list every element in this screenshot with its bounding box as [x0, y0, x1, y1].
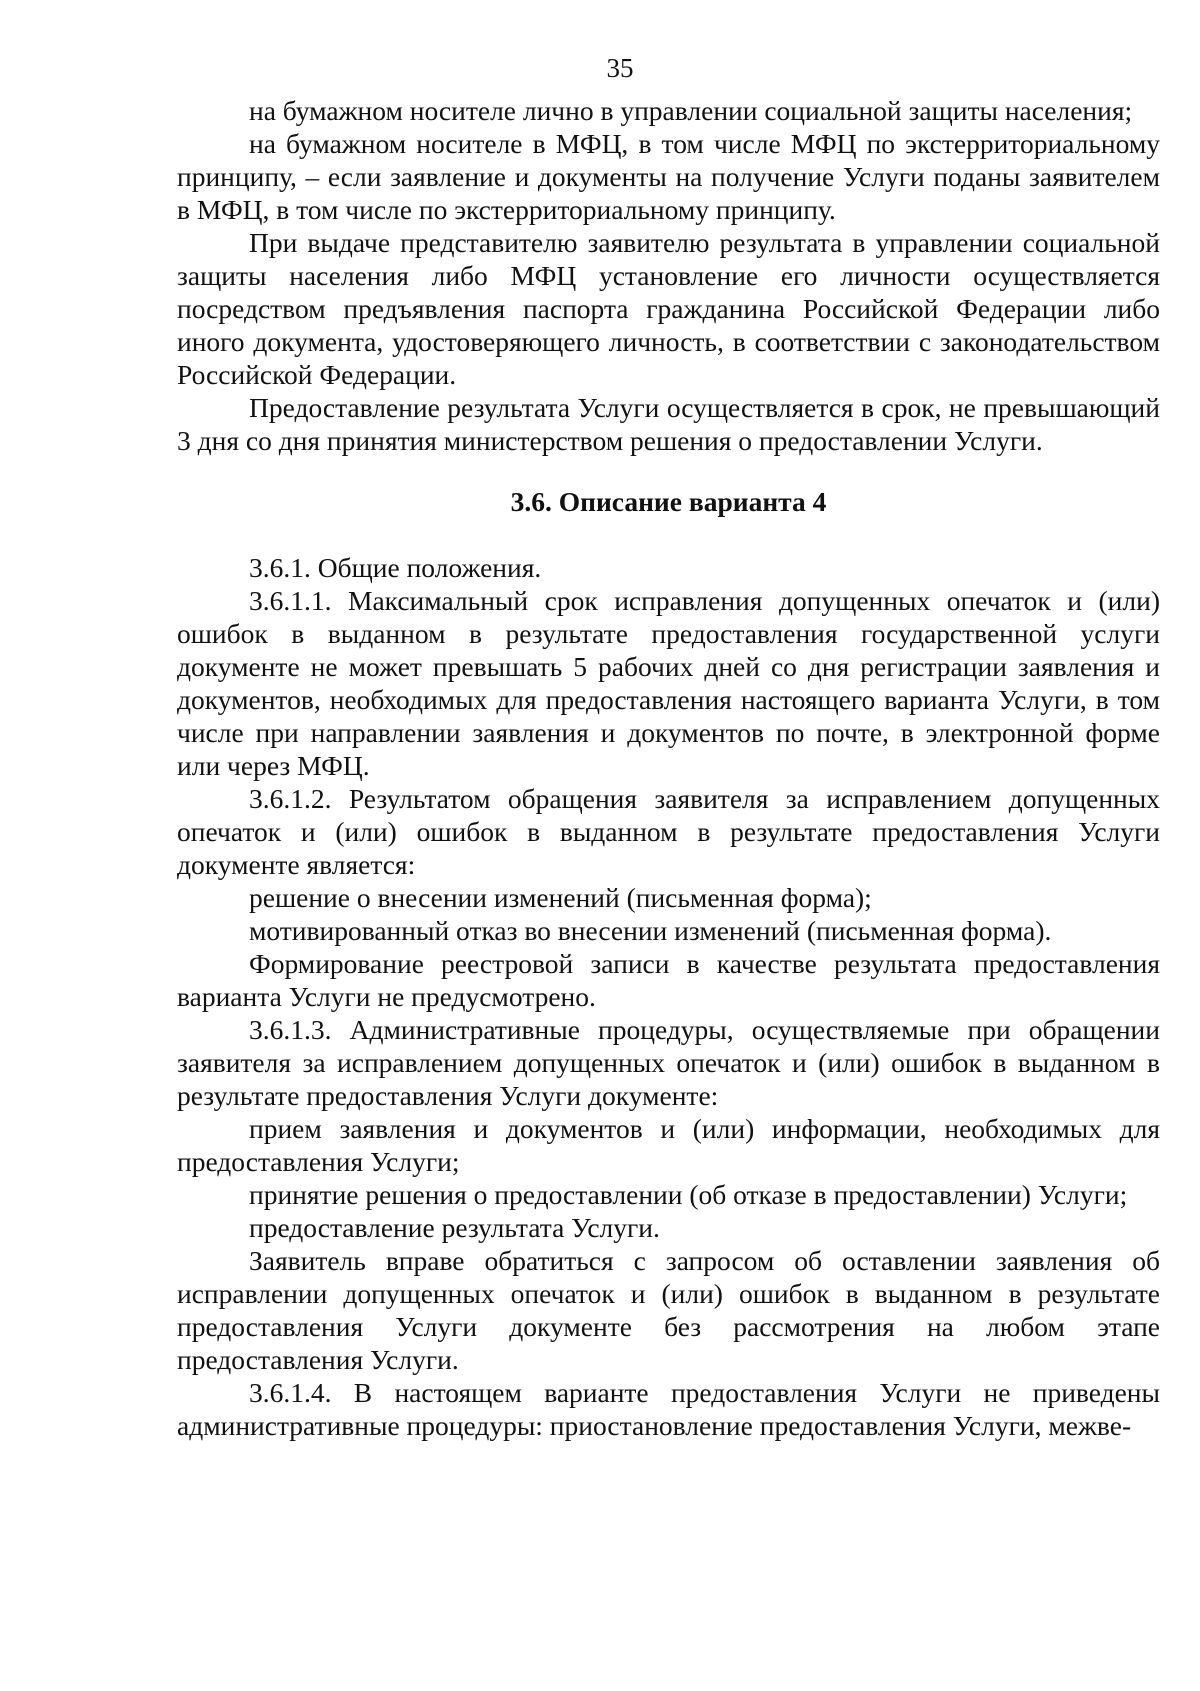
paragraph: 3.6.1.1. Максимальный срок исправления допущенных опечаток и (или) ошибок в выданном в результате предоставления государственной услуги документе не может превышать 5 рабочих дней со дня регистрации заявления и документов, необходимых для предоставления настоящего варианта Услуги, в том числе при направлении заявления и документов по почте, в электронной форме или через МФЦ. — [177, 585, 1160, 781]
list-item: прием заявления и документов и (или) информации, необходимых для предоставления Услуги; — [177, 1113, 1160, 1177]
paragraph: Предоставление результата Услуги осуществляется в срок, не превышающий 3 дня со дня принятия министерством решения о предоставлении Услуги. — [177, 392, 1160, 456]
paragraph: При выдаче представителю заявителю результата в управлении социальной защиты населения либо МФЦ установление его личности осуществляется посредством предъявления паспорта гражданина Российской Федерации либо иного документа, удостоверяющего личность, в соответствии с законодательством Российской Федерации. — [177, 227, 1160, 390]
list-item: принятие решения о предоставлении (об отказе в предоставлении) Услуги; — [249, 1179, 1128, 1210]
paragraph: Заявитель вправе обратиться с запросом об оставлении заявления об исправлении допущенных опечаток и (или) ошибок в выданном в результате предоставления Услуги документе без рассмотрения на любом этапе предоставления Услуги. — [177, 1245, 1160, 1375]
list-item: предоставление результата Услуги. — [249, 1212, 660, 1243]
page-number: 35 — [606, 53, 634, 83]
paragraph: 3.6.1. Общие положения. — [249, 552, 542, 583]
document-body — [177, 94, 1160, 1442]
paragraph: Формирование реестровой записи в качестве результата предоставления варианта Услуги не предусмотрено. — [177, 948, 1160, 1012]
paragraph: на бумажном носителе лично в управлении социальной защиты населения; — [249, 95, 1133, 126]
list-item: решение о внесении изменений (письменная форма); — [249, 882, 872, 913]
paragraph: 3.6.1.3. Административные процедуры, осуществляемые при обращении заявителя за исправлением допущенных опечаток и (или) ошибок в выданном в результате предоставления Услуги документе: — [177, 1014, 1160, 1111]
list-item: мотивированный отказ во внесении изменений (письменная форма). — [249, 915, 1052, 946]
paragraph: на бумажном носителе в МФЦ, в том числе МФЦ по экстерриториальному принципу, – если заявление и документы на получение Услуги поданы заявителем в МФЦ, в том числе по экстерриториальному принципу. — [177, 128, 1160, 225]
paragraph: 3.6.1.4. В настоящем варианте предоставления Услуги не приведены административные процедуры: приостановление предоставления Услуги, межве- — [177, 1377, 1160, 1441]
section-heading: 3.6. Описание варианта 4 — [510, 486, 827, 517]
paragraph: 3.6.1.2. Результатом обращения заявителя за исправлением допущенных опечаток и (или) ошибок в выданном в результате предоставления Услуги документе является: — [177, 783, 1160, 880]
